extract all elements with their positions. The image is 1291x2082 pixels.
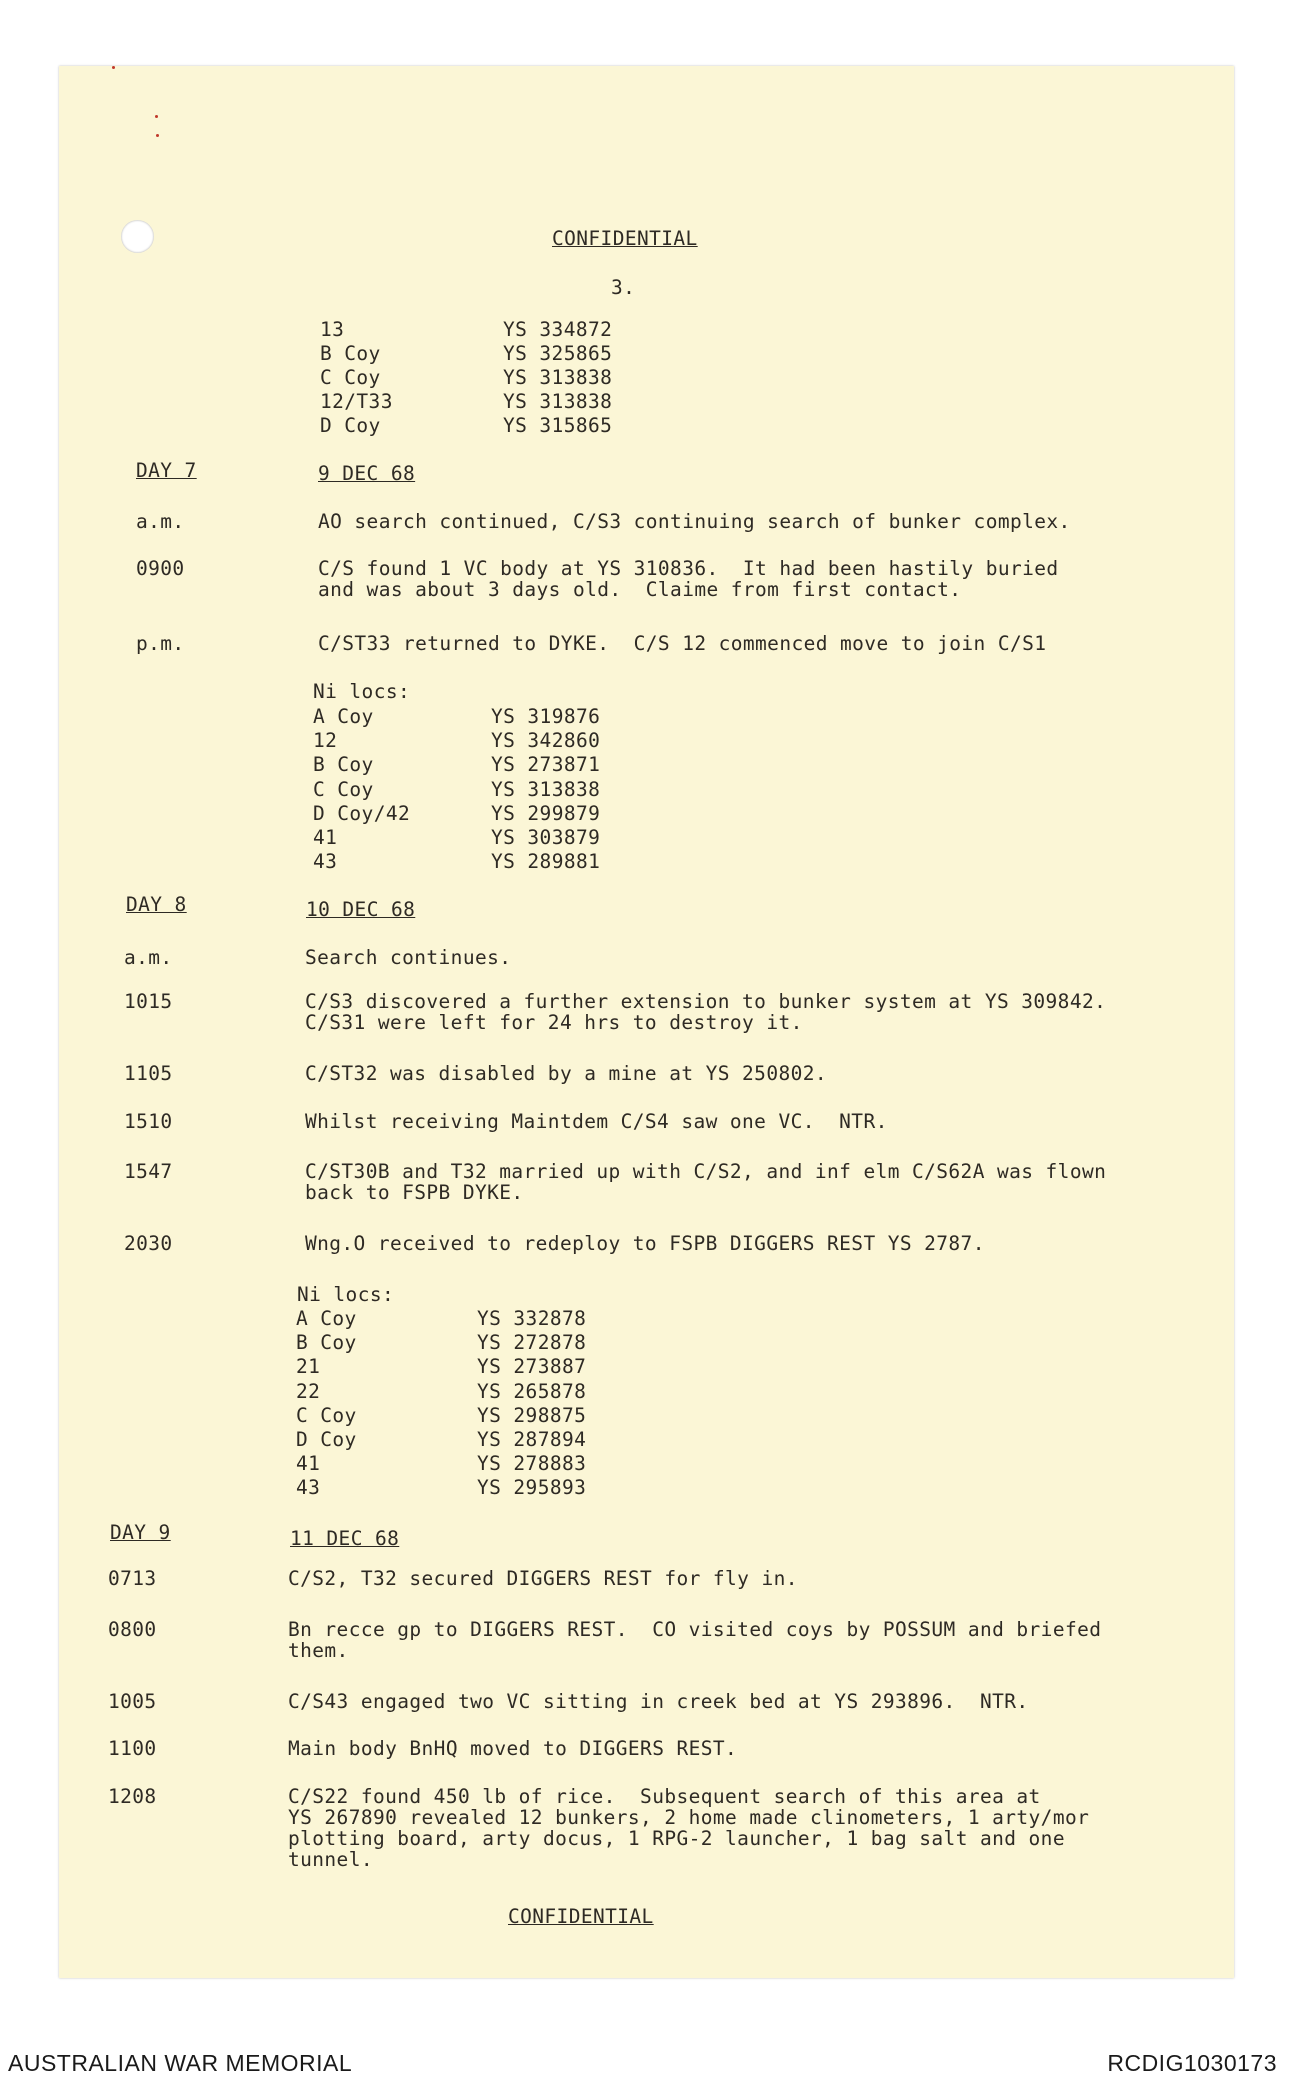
- log-entry-text: Search continues.: [305, 946, 512, 969]
- location-grid-ref: YS 289881: [491, 850, 601, 874]
- location-unit: 43: [296, 1476, 321, 1500]
- log-time: a.m.: [124, 946, 173, 969]
- archive-id: RCDIG1030173: [1107, 2050, 1277, 2076]
- log-time: 1005: [108, 1690, 157, 1713]
- day8-label: DAY 8: [126, 893, 187, 916]
- location-unit: C Coy: [313, 777, 374, 801]
- location-unit: 21: [296, 1355, 321, 1379]
- day7-label: DAY 7: [136, 459, 197, 482]
- location-grid-ref: YS 325865: [503, 342, 613, 365]
- day8-ni-locs-title: Ni locs:: [297, 1283, 395, 1306]
- log-entry-text: them.: [288, 1639, 349, 1662]
- ink-speck: [112, 66, 115, 69]
- log-time: 2030: [124, 1232, 173, 1255]
- location-grid-ref: YS 332878: [477, 1307, 587, 1330]
- log-time: p.m.: [136, 632, 185, 655]
- log-entry-text: and was about 3 days old. Claime from first contact.: [318, 578, 962, 601]
- location-unit: B Coy: [296, 1331, 357, 1355]
- log-entry-text: C/S43 engaged two VC sitting in creek bed at YS 293896. NTR.: [288, 1690, 1029, 1713]
- punch-hole: [121, 220, 154, 253]
- archive-credit: AUSTRALIAN WAR MEMORIAL: [8, 2050, 353, 2076]
- location-grid-ref: YS 298875: [477, 1403, 587, 1427]
- log-entry-text: C/S22 found 450 lb of rice. Subsequent search of this area at: [288, 1785, 1041, 1808]
- day9-label: DAY 9: [110, 1521, 171, 1544]
- log-entry-text: Bn recce gp to DIGGERS REST. CO visited coys by POSSUM and briefed: [288, 1618, 1102, 1641]
- log-entry-text: back to FSPB DYKE.: [305, 1181, 524, 1204]
- day7-ni-locs-title: Ni locs:: [313, 680, 411, 703]
- log-entry-text: C/ST32 was disabled by a mine at YS 250802.: [305, 1062, 828, 1085]
- location-unit: 12: [313, 729, 338, 753]
- log-entry-text: Whilst receiving Maintdem C/S4 saw one VC. NTR.: [305, 1110, 888, 1133]
- log-entry-text: C/S found 1 VC body at YS 310836. It had been hastily buried: [318, 557, 1059, 580]
- classification-header: CONFIDENTIAL: [552, 227, 698, 250]
- location-grid-ref: YS 299879: [491, 801, 601, 825]
- location-unit: D Coy: [296, 1428, 357, 1451]
- log-entry-text: Main body BnHQ moved to DIGGERS REST.: [288, 1737, 738, 1760]
- location-unit: 13: [320, 318, 345, 341]
- location-grid-ref: YS 265878: [477, 1379, 587, 1403]
- log-time: 1510: [124, 1110, 173, 1133]
- location-grid-ref: YS 313838: [503, 390, 613, 413]
- log-time: 0800: [108, 1618, 157, 1641]
- day8-date: 10 DEC 68: [306, 898, 416, 921]
- log-time: a.m.: [136, 510, 185, 533]
- location-grid-ref: YS 334872: [503, 318, 613, 341]
- location-grid-ref: YS 342860: [491, 729, 601, 753]
- location-unit: 41: [313, 826, 338, 849]
- log-entry-text: C/ST30B and T32 married up with C/S2, and inf elm C/S62A was flown: [305, 1160, 1107, 1183]
- location-unit: D Coy/42: [313, 801, 411, 825]
- log-entry-text: C/ST33 returned to DYKE. C/S 12 commenced move to join C/S1: [318, 632, 1047, 655]
- location-unit: C Coy: [296, 1403, 357, 1427]
- location-grid-ref: YS 319876: [491, 705, 601, 728]
- log-entry-text: tunnel.: [288, 1848, 373, 1871]
- location-grid-ref: YS 287894: [477, 1428, 587, 1451]
- day9-date: 11 DEC 68: [290, 1527, 400, 1550]
- location-grid-ref: YS 273871: [491, 753, 601, 777]
- log-entry-text: plotting board, arty docus, 1 RPG-2 launcher, 1 bag salt and one: [288, 1827, 1065, 1850]
- classification-footer: CONFIDENTIAL: [508, 1905, 654, 1928]
- log-time: 1015: [124, 990, 173, 1013]
- log-time: 1547: [124, 1160, 173, 1183]
- log-entry-text: C/S31 were left for 24 hrs to destroy it.: [305, 1011, 803, 1034]
- location-unit: 12/T33: [320, 390, 393, 413]
- location-unit: 43: [313, 850, 338, 874]
- location-grid-ref: YS 272878: [477, 1331, 587, 1355]
- location-unit: C Coy: [320, 366, 381, 389]
- log-entry-text: C/S2, T32 secured DIGGERS REST for fly in.: [288, 1567, 798, 1590]
- location-grid-ref: YS 278883: [477, 1452, 587, 1476]
- page-number: 3.: [611, 276, 636, 299]
- location-grid-ref: YS 315865: [503, 414, 613, 437]
- location-grid-ref: YS 295893: [477, 1476, 587, 1500]
- log-entry-text: Wng.O received to redeploy to FSPB DIGGERS REST YS 2787.: [305, 1232, 985, 1255]
- ink-speck: [156, 134, 159, 137]
- location-grid-ref: YS 303879: [491, 826, 601, 849]
- location-unit: B Coy: [320, 342, 381, 365]
- location-unit: A Coy: [296, 1307, 357, 1330]
- log-entry-text: YS 267890 revealed 12 bunkers, 2 home made clinometers, 1 arty/mor: [288, 1806, 1090, 1829]
- location-unit: 41: [296, 1452, 321, 1476]
- log-time: 1208: [108, 1785, 157, 1808]
- log-time: 1105: [124, 1062, 173, 1085]
- log-entry-text: AO search continued, C/S3 continuing search of bunker complex.: [318, 510, 1071, 533]
- ink-speck: [155, 115, 158, 118]
- location-unit: A Coy: [313, 705, 374, 728]
- log-time: 1100: [108, 1737, 157, 1760]
- day7-date: 9 DEC 68: [318, 462, 416, 485]
- log-time: 0713: [108, 1567, 157, 1590]
- location-grid-ref: YS 273887: [477, 1355, 587, 1379]
- log-time: 0900: [136, 557, 185, 580]
- location-grid-ref: YS 313838: [491, 777, 601, 801]
- log-entry-text: C/S3 discovered a further extension to bunker system at YS 309842.: [305, 990, 1107, 1013]
- location-unit: 22: [296, 1379, 321, 1403]
- location-grid-ref: YS 313838: [503, 366, 613, 389]
- location-unit: D Coy: [320, 414, 381, 437]
- location-unit: B Coy: [313, 753, 374, 777]
